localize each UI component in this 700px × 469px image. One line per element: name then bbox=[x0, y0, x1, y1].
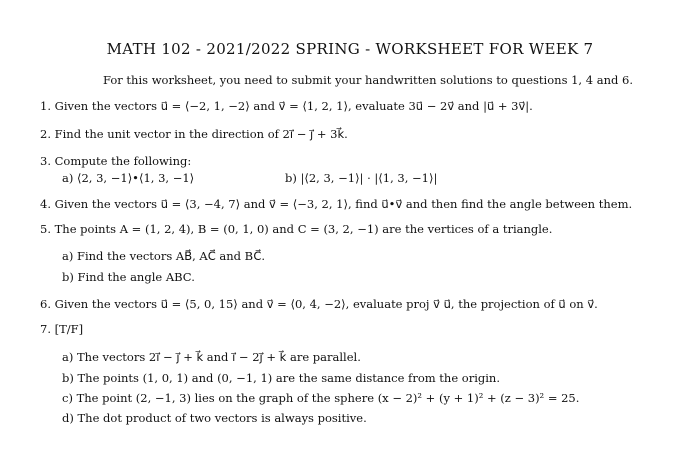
question-7c: c) The point (2, −1, 3) lies on the graph of the sphere (x − 2)² + (y + 1)² + (z − 3)² = 25. bbox=[62, 391, 580, 405]
question-7d: d) The dot product of two vectors is always positive. bbox=[62, 411, 367, 425]
question-1: 1. Given the vectors u⃗ = ⟨−2, 1, −2⟩ and v⃗ = ⟨1, 2, 1⟩, evaluate 3u⃗ − 2v⃗ and |u⃗ + 3v⃗|. bbox=[40, 99, 533, 113]
question-3b: b) |⟨2, 3, −1⟩| · |⟨1, 3, −1⟩| bbox=[285, 171, 438, 185]
question-7a: a) The vectors 2i⃗ − j⃗ + k⃗ and i⃗ − 2j⃗ + k⃗ are parallel. bbox=[62, 350, 361, 364]
intro-text: For this worksheet, you need to submit your handwritten solutions to questions 1, 4 and 6. bbox=[103, 73, 633, 87]
question-3a: a) ⟨2, 3, −1⟩•⟨1, 3, −1⟩ bbox=[62, 171, 195, 185]
question-7: 7. [T/F] bbox=[40, 322, 84, 336]
question-4: 4. Given the vectors u⃗ = ⟨3, −4, 7⟩ and v⃗ = ⟨−3, 2, 1⟩, find u⃗•v⃗ and then find the angle between them. bbox=[40, 197, 633, 211]
question-6: 6. Given the vectors u⃗ = ⟨5, 0, 15⟩ and v⃗ = ⟨0, 4, −2⟩, evaluate proj v⃗ u⃗, the projection of u⃗ on v⃗. bbox=[40, 297, 598, 311]
question-5a: a) Find the vectors AB⃗, AC⃗ and BC⃗. bbox=[62, 249, 266, 263]
question-7b: b) The points (1, 0, 1) and (0, −1, 1) are the same distance from the origin. bbox=[62, 371, 500, 385]
question-5: 5. The points A = (1, 2, 4), B = (0, 1, 0) and C = (3, 2, −1) are the vertices of a triangle. bbox=[40, 222, 553, 236]
question-5b: b) Find the angle ABC. bbox=[62, 270, 195, 284]
question-3: 3. Compute the following: bbox=[40, 154, 192, 168]
question-2: 2. Find the unit vector in the direction of 2i⃗ − j⃗ + 3k⃗. bbox=[40, 127, 348, 141]
worksheet-title: MATH 102 - 2021/2022 SPRING - WORKSHEET FOR WEEK 7 bbox=[106, 40, 594, 58]
